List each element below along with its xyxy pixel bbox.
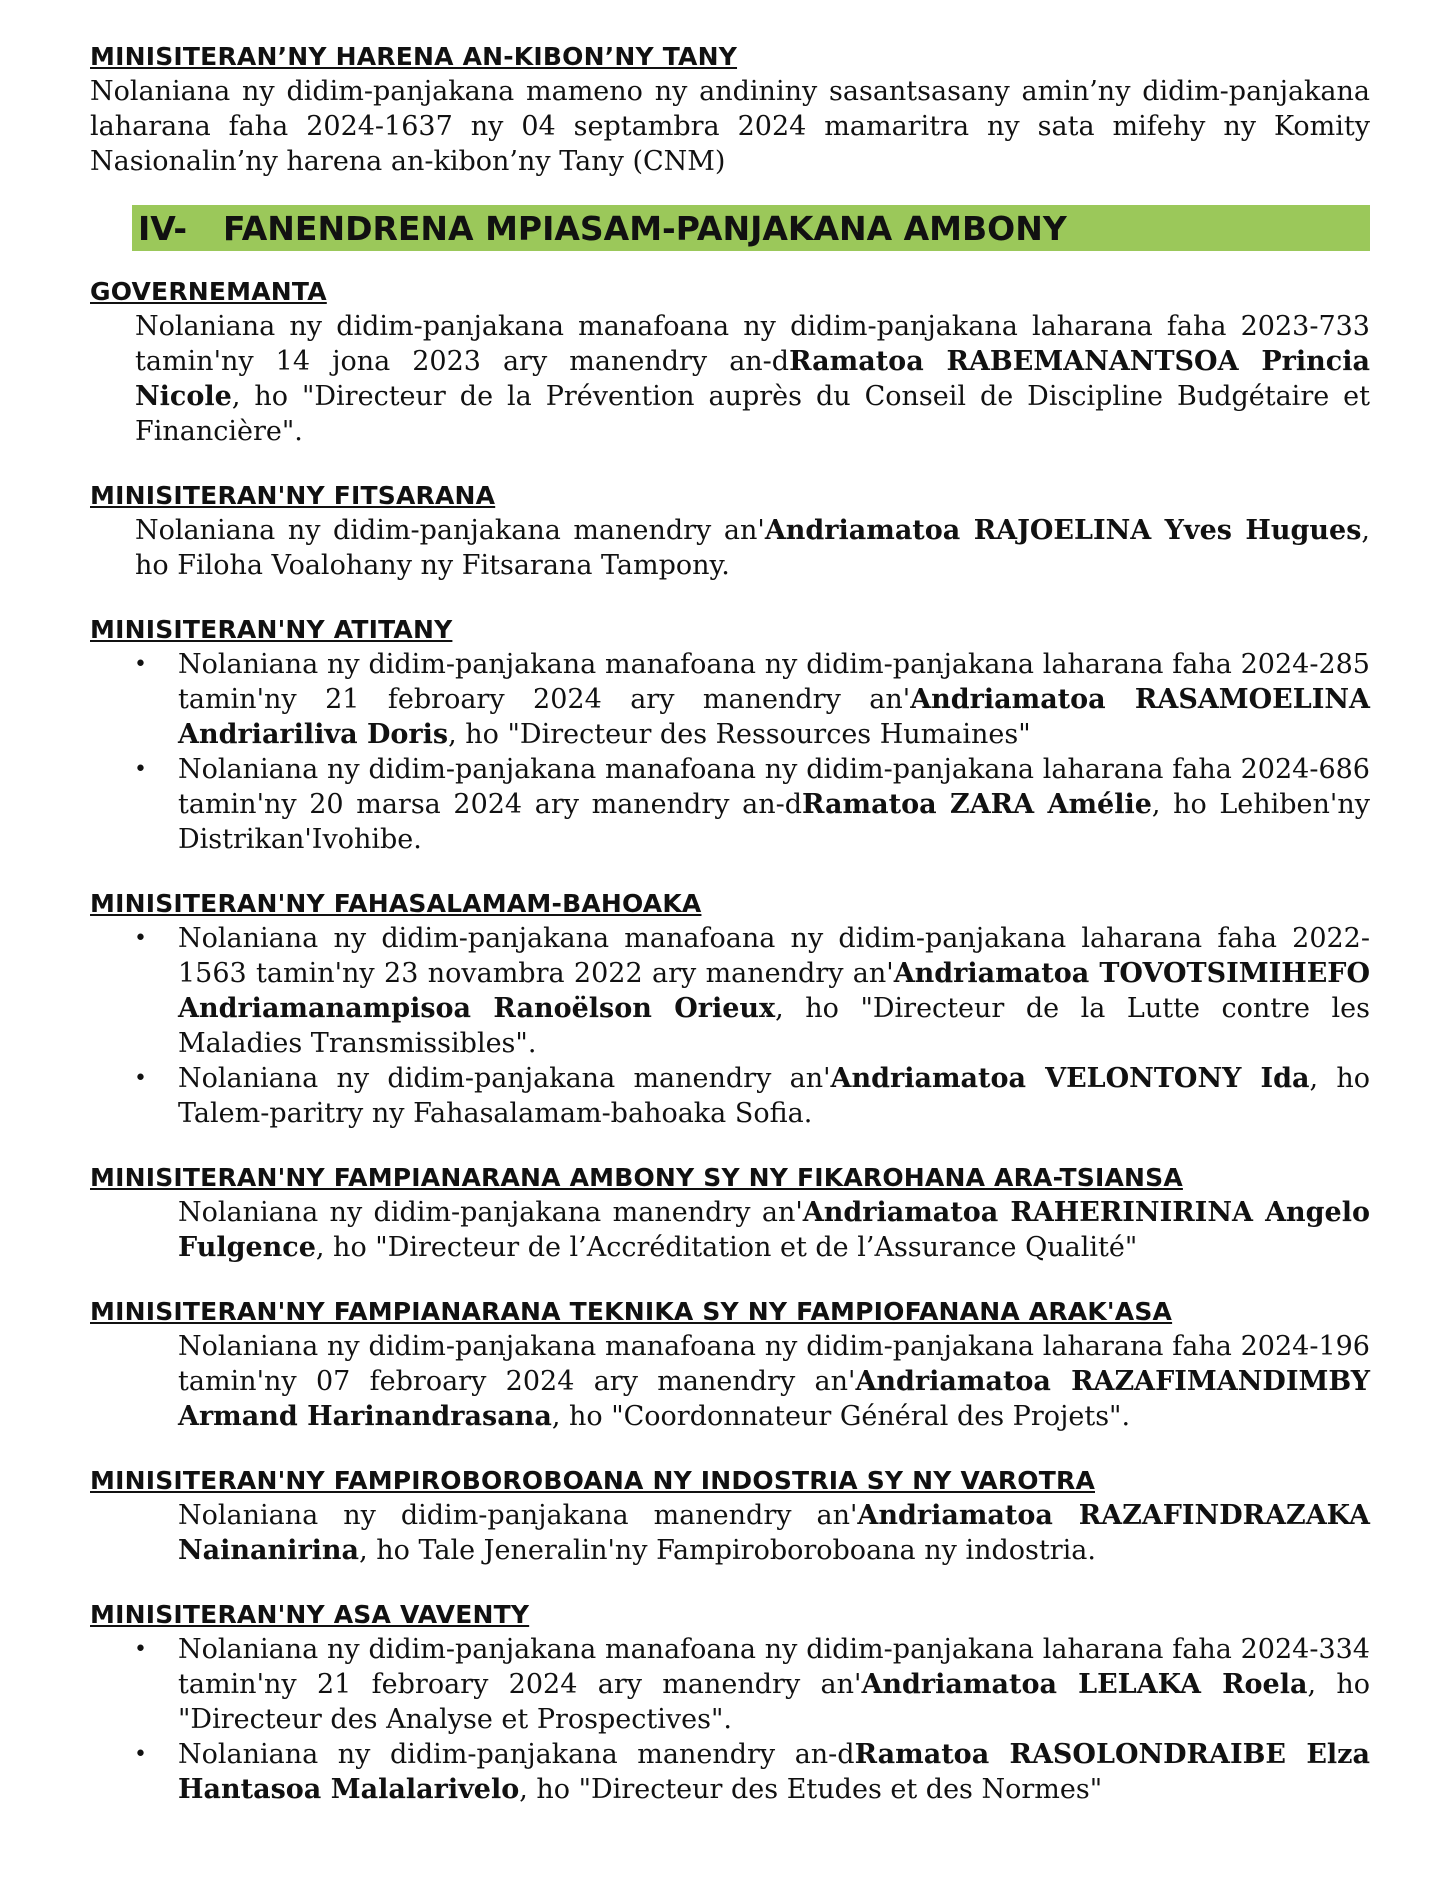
block-asa-vaventy <box>90 1598 1370 1807</box>
bullet-icon: • <box>134 1637 147 1662</box>
appointee-name: Andriamatoa RAZAFINDRAZAKA Nainanirina <box>178 1500 1370 1566</box>
block-atitany <box>90 613 1370 857</box>
block-fahasalamana <box>90 887 1370 1131</box>
ministry-heading: MINISITERAN'NY FAMPIANARANA AMBONY SY NY FIKAROHANA ARA-TSIANSA <box>90 1163 1183 1192</box>
ministry-heading: MINISITERAN'NY FAMPIANARANA TEKNIKA SY NY FAMPIOFANANA ARAK'ASA <box>90 1297 1173 1326</box>
decree-list <box>90 1632 1370 1807</box>
ministry-heading: MINISITERAN'NY FAHASALAMAM-BAHOAKA <box>90 889 702 918</box>
decree-paragraph: Nolaniana ny didim-panjakana manendry an'Andriamatoa RAHERINIRINA Angelo Fulgence, ho "Directeur de l’Accréditation et de l’Assurance Qualité" <box>178 1197 1370 1263</box>
appointee-name: Andriamatoa RAZAFIMANDIMBY Armand Harinandrasana <box>178 1366 1370 1432</box>
appointee-name: Andriamatoa TOVOTSIMIHEFO Andriamanampisoa Ranoëlson Orieux <box>178 958 1370 1024</box>
decree-paragraph: Nolaniana ny didim-panjakana manafoana ny didim-panjakana laharana faha 2024-196 tamin'ny 07 febroary 2024 ary manendry an'Andriamatoa RAZAFIMANDIMBY Armand Harinandrasana, ho "Coordonnateur Général des Projets". <box>178 1331 1370 1432</box>
document-page <box>90 40 1370 1807</box>
block-governemanta <box>90 275 1370 449</box>
decree-paragraph: Nolaniana ny didim-panjakana manafoana ny didim-panjakana laharana faha 2023-733 tamin'ny 14 jona 2023 ary manendry an-dRamatoa RABEMANANTSOA Princia Nicole, ho "Directeur de la Prévention auprès du Conseil de Discipline Budgétaire et Financière". <box>135 311 1370 447</box>
block-fitsarana <box>90 479 1370 583</box>
appointee-name: Andriamatoa LELAKA Roela <box>861 1669 1308 1700</box>
appointee-name: Andriamatoa VELONTONY Ida <box>830 1063 1310 1094</box>
ministry-heading: MINISITERAN’NY HARENA AN-KIBON’NY TANY <box>90 42 738 71</box>
appointee-name: Andriamatoa RAHERINIRINA Angelo Fulgence <box>178 1197 1370 1263</box>
bullet-icon: • <box>134 1742 147 1767</box>
block-fampianarana-ambony <box>90 1161 1370 1265</box>
block-harena <box>90 40 1370 179</box>
list-item: • Nolaniana ny didim-panjakana manafoana ny didim-panjakana laharana faha 2024-686 tamin'ny 20 marsa 2024 ary manendry an-dRamatoa ZARA Amélie, ho Lehiben'ny Distrikan'Ivohibe. <box>134 754 1370 855</box>
decree-list <box>90 921 1370 1131</box>
block-fampianarana-teknika <box>90 1295 1370 1434</box>
ministry-heading: MINISITERAN'NY FAMPIROBOROBOANA NY INDOSTRIA SY NY VAROTRA <box>90 1466 1095 1495</box>
section-title: FANENDRENA MPIASAM-PANJAKANA AMBONY <box>223 208 1067 248</box>
decree-paragraph: Nolaniana ny didim-panjakana manendry an'Andriamatoa RAZAFINDRAZAKA Nainanirina, ho Tale Jeneralin'ny Fampiroboroboana ny indostria. <box>178 1500 1370 1566</box>
appointee-name: Ramatoa RASOLONDRAIBE Elza Hantasoa Malalarivelo <box>178 1739 1370 1805</box>
ministry-heading: MINISITERAN'NY FITSARANA <box>90 481 496 510</box>
appointee-name: Andriamatoa RASAMOELINA Andriariliva Doris <box>178 684 1370 750</box>
appointee-name: Ramatoa ZARA Amélie <box>802 789 1152 820</box>
block-indostria <box>90 1464 1370 1568</box>
list-item: • Nolaniana ny didim-panjakana manafoana ny didim-panjakana laharana faha 2022-1563 tamin'ny 23 novambra 2022 ary manendry an'Andriamatoa TOVOTSIMIHEFO Andriamanampisoa Ranoëlson Orieux, ho "Directeur de la Lutte contre les Maladies Transmissibles". <box>134 923 1370 1059</box>
decree-paragraph: Nolaniana ny didim-panjakana manendry an'Andriamatoa RAJOELINA Yves Hugues, ho Filoha Voalohany ny Fitsarana Tampony. <box>135 515 1370 581</box>
ministry-heading: MINISITERAN'NY ATITANY <box>90 615 453 644</box>
section-heading-bar <box>132 205 1370 251</box>
list-item: • Nolaniana ny didim-panjakana manendry an'Andriamatoa VELONTONY Ida, ho Talem-paritry ny Fahasalamam-bahoaka Sofia. <box>134 1063 1371 1129</box>
decree-list <box>90 647 1370 857</box>
appointee-name: Ramatoa RABEMANANTSOA Princia Nicole <box>135 346 1370 412</box>
bullet-icon: • <box>134 652 147 677</box>
bullet-icon: • <box>134 926 147 951</box>
list-item: • Nolaniana ny didim-panjakana manafoana ny didim-panjakana laharana faha 2024-334 tamin'ny 21 febroary 2024 ary manendry an'Andriamatoa LELAKA Roela, ho "Directeur des Analyse et Prospectives". <box>134 1634 1371 1735</box>
ministry-heading: GOVERNEMANTA <box>90 277 327 306</box>
list-item: • Nolaniana ny didim-panjakana manafoana ny didim-panjakana laharana faha 2024-285 tamin'ny 21 febroary 2024 ary manendry an'Andriamatoa RASAMOELINA Andriariliva Doris, ho "Directeur des Ressources Humaines" <box>134 649 1370 750</box>
decree-paragraph: Nolaniana ny didim-panjakana mameno ny andininy sasantsasany amin’ny didim-panjakana laharana faha 2024-1637 ny 04 septambra 2024 mamaritra ny sata mifehy ny Komity Nasionalin’ny harena an-kibon’ny Tany (CNM) <box>90 76 1370 177</box>
bullet-icon: • <box>134 757 147 782</box>
section-number: IV- <box>138 208 188 248</box>
ministry-heading: MINISITERAN'NY ASA VAVENTY <box>90 1600 530 1629</box>
bullet-icon: • <box>134 1066 147 1091</box>
appointee-name: Andriamatoa RAJOELINA Yves Hugues <box>764 515 1362 546</box>
list-item: • Nolaniana ny didim-panjakana manendry an-dRamatoa RASOLONDRAIBE Elza Hantasoa Malalarivelo, ho "Directeur des Etudes et des Normes" <box>134 1739 1370 1805</box>
